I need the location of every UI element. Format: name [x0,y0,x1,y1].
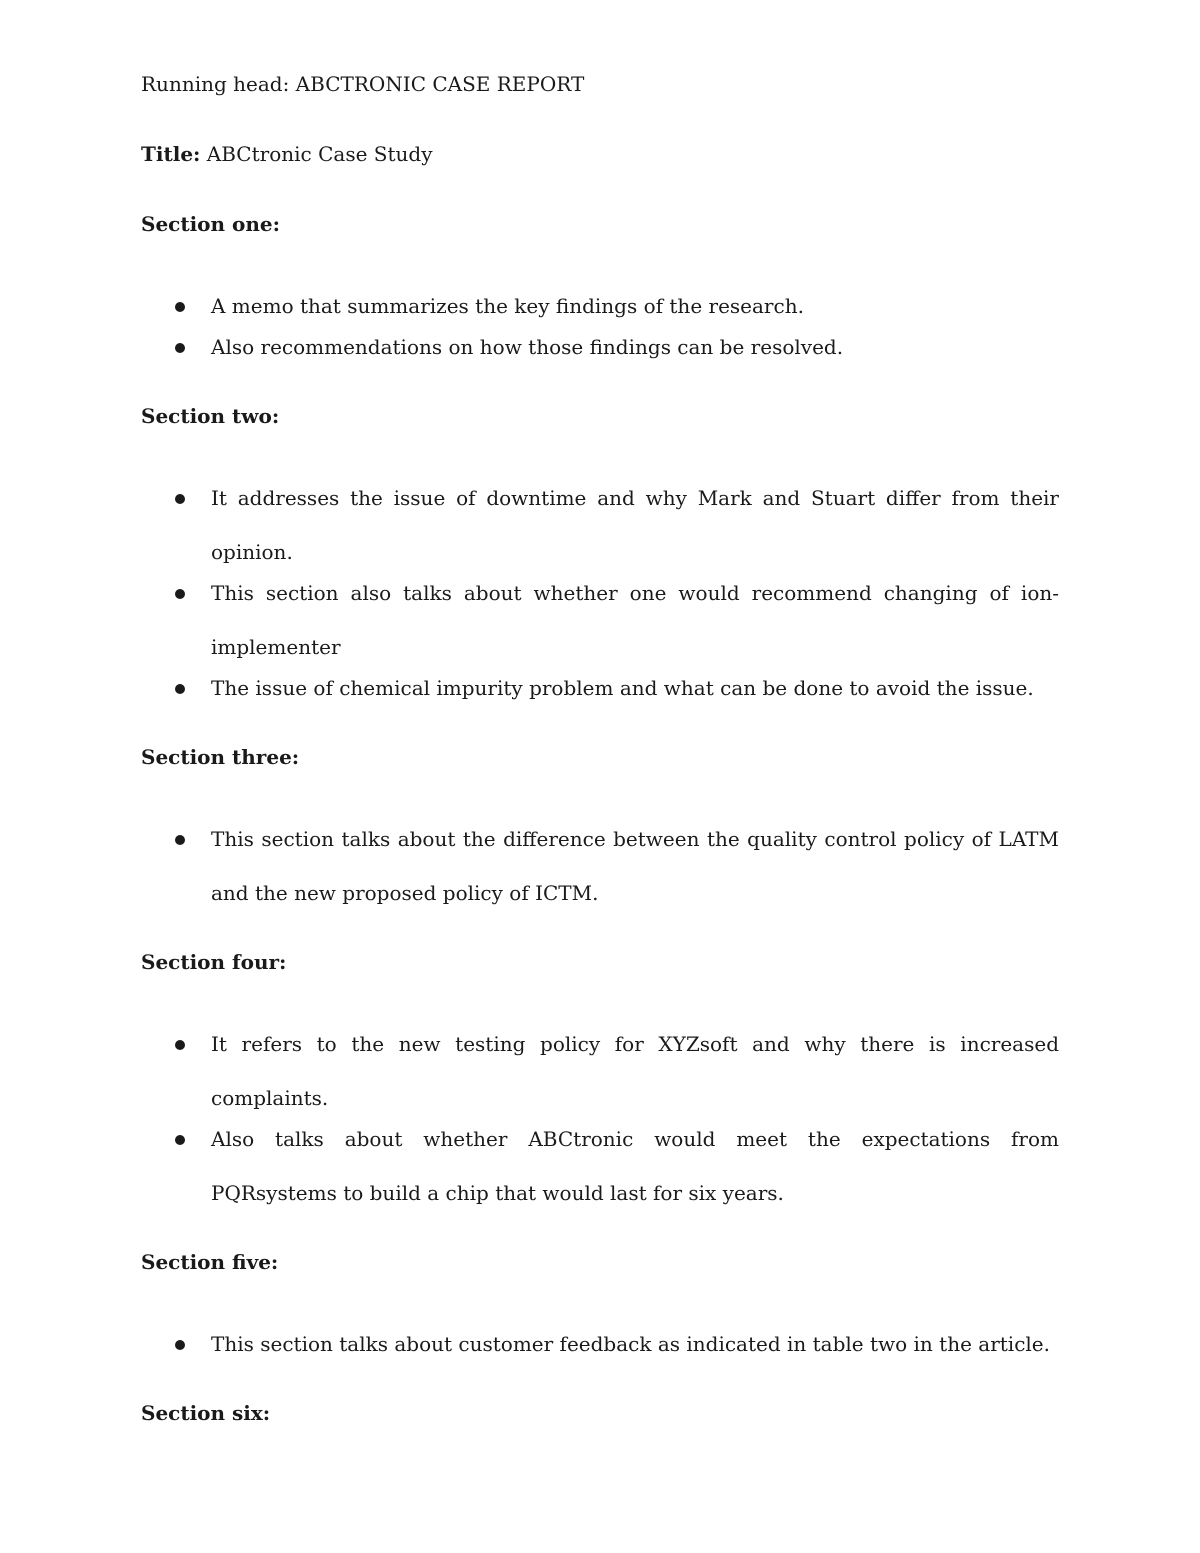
bullet-icon [175,1340,185,1350]
bullet-icon [175,835,185,845]
bullet-list [141,471,1059,715]
bullet-icon [175,684,185,694]
section-six [141,1399,1059,1427]
list-item-text: Also talks about whether ABCtronic would meet the expectations from PQRsystems to build a chip that would last for six years. [211,1127,1059,1205]
title-label: Title: [141,142,201,166]
list-item [141,320,1059,374]
bullet-icon [175,302,185,312]
bullet-icon [175,1135,185,1145]
title-value: ABCtronic Case Study [206,142,433,166]
list-item-text: It addresses the issue of downtime and why Mark and Stuart differ from their opinion. [211,486,1059,564]
bullet-list [141,1317,1059,1371]
bullet-icon [175,589,185,599]
bullet-list [141,1017,1059,1220]
bullet-icon [175,343,185,353]
bullet-list [141,812,1059,920]
list-item [141,1112,1059,1220]
list-item [141,661,1059,715]
section-heading: Section one: [141,212,281,236]
list-item-text: This section talks about customer feedback as indicated in table two in the article. [211,1332,1050,1356]
section-heading: Section four: [141,950,287,974]
list-item [141,812,1059,920]
title-line [141,140,1059,168]
section-heading: Section two: [141,404,280,428]
section-one [141,210,1059,374]
bullet-list [141,279,1059,374]
list-item-text: The issue of chemical impurity problem and what can be done to avoid the issue. [211,676,1034,700]
bullet-icon [175,1040,185,1050]
list-item-text: Also recommendations on how those findings can be resolved. [211,335,844,359]
section-three [141,743,1059,920]
section-heading: Section three: [141,745,300,769]
list-item-text: It refers to the new testing policy for XYZsoft and why there is increased complaints. [211,1032,1059,1110]
list-item-text: This section talks about the difference between the quality control policy of LATM and the new proposed policy of ICTM. [211,827,1059,905]
list-item [141,471,1059,579]
section-five [141,1248,1059,1371]
section-two [141,402,1059,715]
list-item [141,1017,1059,1125]
list-item-text: This section also talks about whether one would recommend changing of ion-implementer [211,581,1059,659]
running-head: Running head: ABCTRONIC CASE REPORT [141,72,585,96]
list-item [141,566,1059,674]
document-page [141,70,1059,1468]
section-heading: Section five: [141,1250,279,1274]
list-item-text: A memo that summarizes the key findings of the research. [211,294,804,318]
bullet-icon [175,494,185,504]
section-heading: Section six: [141,1401,271,1425]
section-four [141,948,1059,1220]
list-item [141,1317,1059,1371]
